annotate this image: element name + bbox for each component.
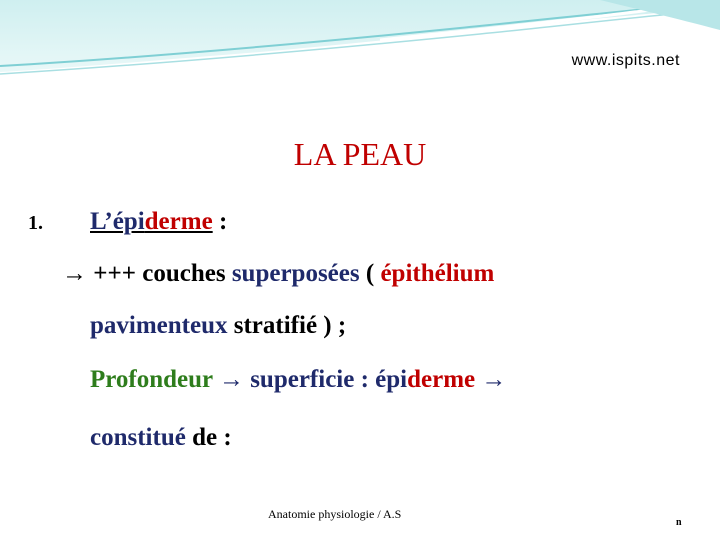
- word-profondeur: Profondeur: [90, 366, 213, 393]
- word-superposees: superposées: [231, 260, 360, 287]
- word-pavimenteux: pavimenteux: [90, 312, 228, 339]
- text-line-pavimenteux: [90, 312, 346, 340]
- heading-part-derme: derme: [144, 208, 213, 235]
- slide-title: LA PEAU: [293, 136, 427, 172]
- text-line-couches: [62, 260, 494, 288]
- stratifie-text: stratifié ) ;: [227, 312, 347, 339]
- heading-part-epi: L’épi: [90, 208, 145, 235]
- footer-text: Anatomie physiologie / A.S: [268, 507, 402, 521]
- paren-open: (: [359, 260, 381, 287]
- item-number: 1.: [28, 212, 43, 234]
- website-url: www.ispits.net: [571, 52, 680, 69]
- word-epithelium: épithélium: [380, 260, 495, 287]
- arrow-couches-text: → +++ couches: [62, 260, 232, 287]
- page-number: n: [676, 517, 682, 528]
- heading-colon: :: [212, 208, 228, 235]
- superficie-text: → superficie :: [212, 366, 376, 393]
- heading-epiderme: [90, 208, 227, 236]
- de-colon-text: de :: [185, 424, 232, 451]
- word-constitue: constitué: [90, 424, 186, 451]
- word-epi: épi: [375, 366, 408, 393]
- text-line-constitue: [90, 424, 232, 452]
- text-line-profondeur: [90, 366, 506, 394]
- word-derme: derme: [407, 366, 476, 393]
- trailing-arrow: →: [475, 366, 507, 393]
